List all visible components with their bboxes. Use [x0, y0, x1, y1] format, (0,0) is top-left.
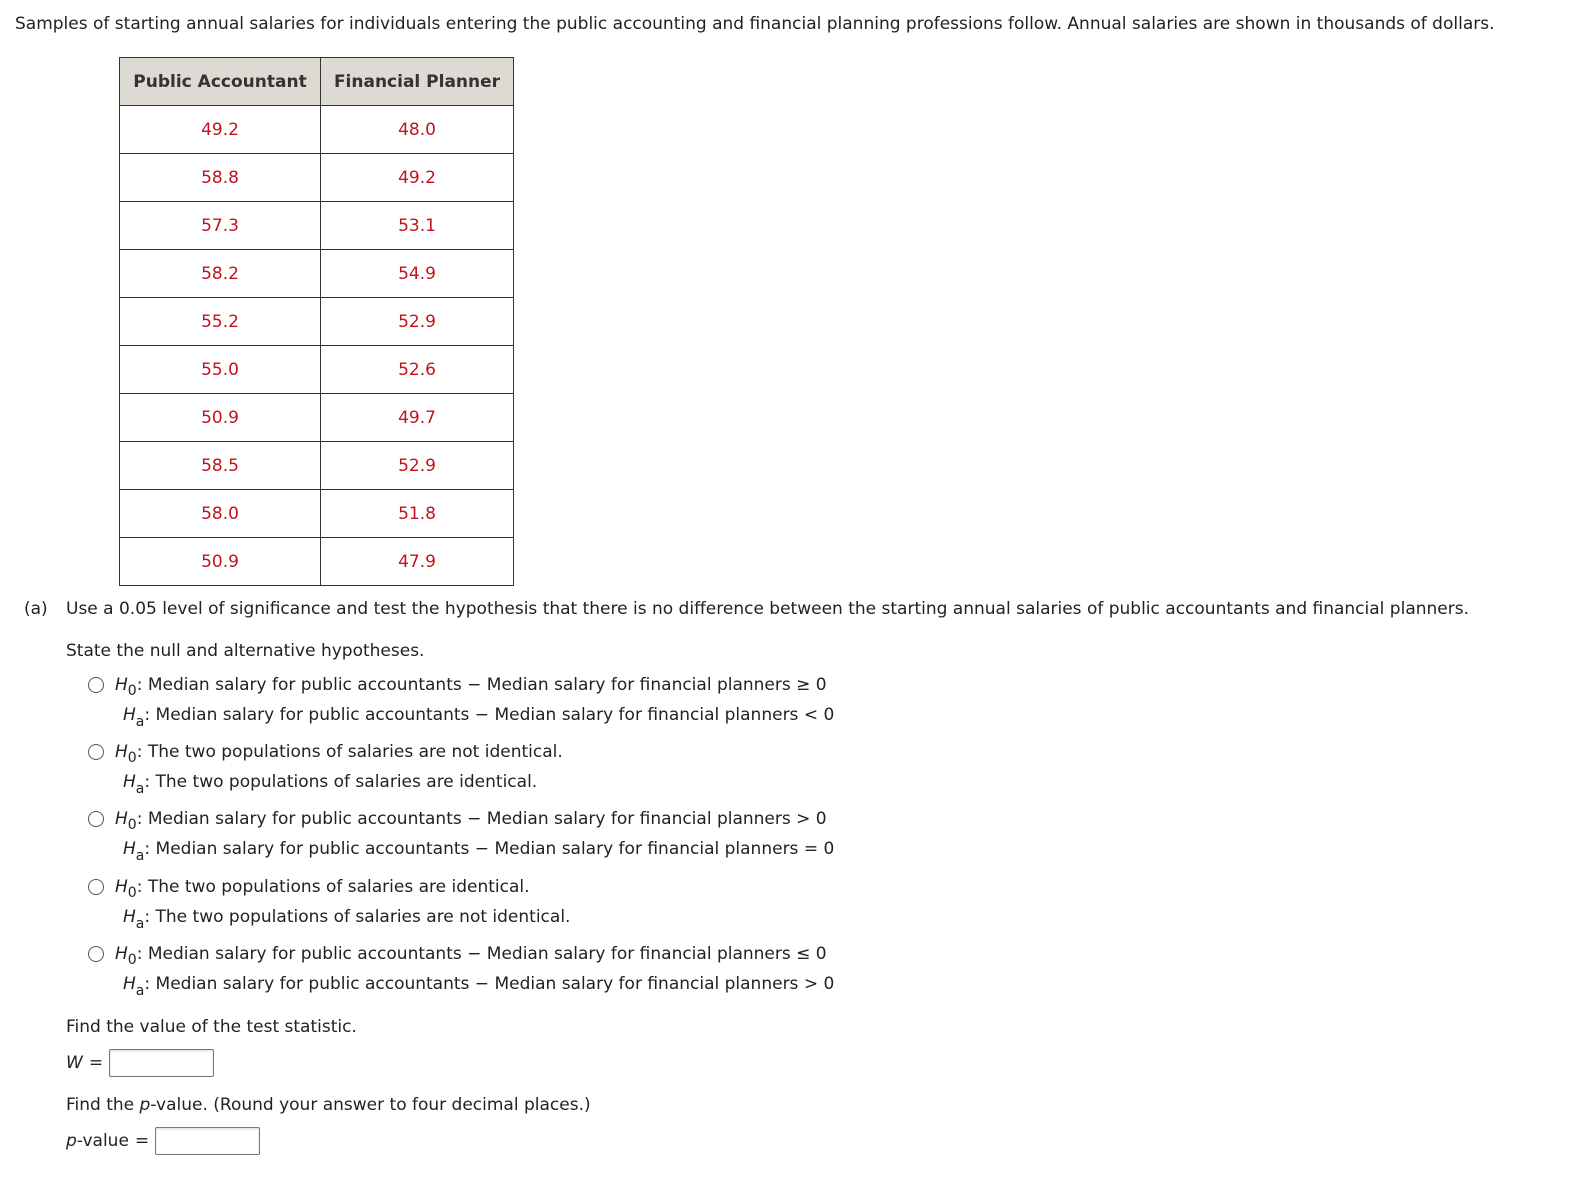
financial-planner-cell: 51.8 — [321, 490, 514, 538]
table-row — [120, 154, 514, 202]
radio-button[interactable] — [88, 677, 104, 693]
table-row — [120, 538, 514, 586]
table-row — [120, 298, 514, 346]
intro-text: Samples of starting annual salaries for individuals entering the public accounting and financial planning professions follow. Annual salaries are shown in thousands of dollars. — [15, 14, 1495, 34]
p-value-row — [66, 1127, 260, 1155]
hypothesis-option-4[interactable] — [88, 873, 570, 933]
part-a-question — [24, 599, 1469, 619]
hypothesis-option-2[interactable] — [88, 738, 563, 798]
table-row — [120, 394, 514, 442]
alternative-hypothesis: $H_a$: Median salary for public accountants − Median salary for financial planners > 0 — [123, 974, 835, 999]
equals-sign: = — [88, 1053, 104, 1073]
financial-planner-cell: 49.2 — [321, 154, 514, 202]
public-accountant-cell: 55.0 — [120, 346, 321, 394]
financial-planner-cell: 52.6 — [321, 346, 514, 394]
public-accountant-cell: 55.2 — [120, 298, 321, 346]
table-row — [120, 250, 514, 298]
public-accountant-cell: 58.0 — [120, 490, 321, 538]
public-accountant-cell: 57.3 — [120, 202, 321, 250]
radio-button[interactable] — [88, 946, 104, 962]
test-statistic-row — [66, 1049, 214, 1077]
header-public-accountant: Public Accountant — [120, 58, 321, 106]
financial-planner-cell: 53.1 — [321, 202, 514, 250]
header-financial-planner: Financial Planner — [321, 58, 514, 106]
part-a-label: (a) — [24, 599, 48, 619]
alternative-hypothesis: $H_a$: The two populations of salaries are not identical. — [123, 907, 571, 932]
table-header-row — [120, 58, 514, 106]
radio-button[interactable] — [88, 811, 104, 827]
public-accountant-cell: 58.8 — [120, 154, 321, 202]
p-value-input[interactable] — [155, 1127, 260, 1155]
null-hypothesis: $H_0$: The two populations of salaries are identical. — [115, 877, 530, 901]
public-accountant-cell: 50.9 — [120, 394, 321, 442]
alternative-hypothesis: $H_a$: The two populations of salaries are identical. — [123, 772, 538, 797]
public-accountant-cell: 49.2 — [120, 106, 321, 154]
table-row — [120, 442, 514, 490]
p-value-prompt: Find the p-value. (Round your answer to four decimal places.) — [66, 1095, 591, 1115]
null-hypothesis: $H_0$: The two populations of salaries are not identical. — [115, 742, 563, 766]
financial-planner-cell: 52.9 — [321, 442, 514, 490]
public-accountant-cell: 50.9 — [120, 538, 321, 586]
financial-planner-cell: 52.9 — [321, 298, 514, 346]
table-row — [120, 346, 514, 394]
p-value-label: p-value — [66, 1131, 129, 1151]
null-hypothesis: $H_0$: Median salary for public accountants − Median salary for financial planners > 0 — [115, 809, 827, 833]
test-statistic-input[interactable] — [109, 1049, 214, 1077]
test-statistic-prompt: Find the value of the test statistic. — [66, 1017, 357, 1037]
table-row — [120, 106, 514, 154]
financial-planner-cell: 49.7 — [321, 394, 514, 442]
state-hypotheses-prompt: State the null and alternative hypotheses. — [66, 641, 425, 661]
null-hypothesis: $H_0$: Median salary for public accountants − Median salary for financial planners ≤ 0 — [115, 944, 827, 968]
hypothesis-option-1[interactable] — [88, 671, 834, 731]
table-row — [120, 490, 514, 538]
table-row — [120, 202, 514, 250]
w-label: W — [66, 1053, 83, 1073]
financial-planner-cell: 48.0 — [321, 106, 514, 154]
financial-planner-cell: 54.9 — [321, 250, 514, 298]
hypothesis-option-5[interactable] — [88, 940, 834, 1000]
radio-button[interactable] — [88, 744, 104, 760]
part-a-text: Use a 0.05 level of significance and test the hypothesis that there is no difference between the starting annual salaries of public accountants and financial planners. — [66, 599, 1469, 619]
equals-sign: = — [134, 1131, 150, 1151]
public-accountant-cell: 58.5 — [120, 442, 321, 490]
radio-button[interactable] — [88, 879, 104, 895]
hypothesis-option-3[interactable] — [88, 805, 834, 865]
financial-planner-cell: 47.9 — [321, 538, 514, 586]
salary-table — [119, 57, 514, 586]
public-accountant-cell: 58.2 — [120, 250, 321, 298]
alternative-hypothesis: $H_a$: Median salary for public accountants − Median salary for financial planners = 0 — [123, 839, 835, 864]
null-hypothesis: $H_0$: Median salary for public accountants − Median salary for financial planners ≥ 0 — [115, 675, 827, 699]
alternative-hypothesis: $H_a$: Median salary for public accountants − Median salary for financial planners < 0 — [123, 705, 835, 730]
